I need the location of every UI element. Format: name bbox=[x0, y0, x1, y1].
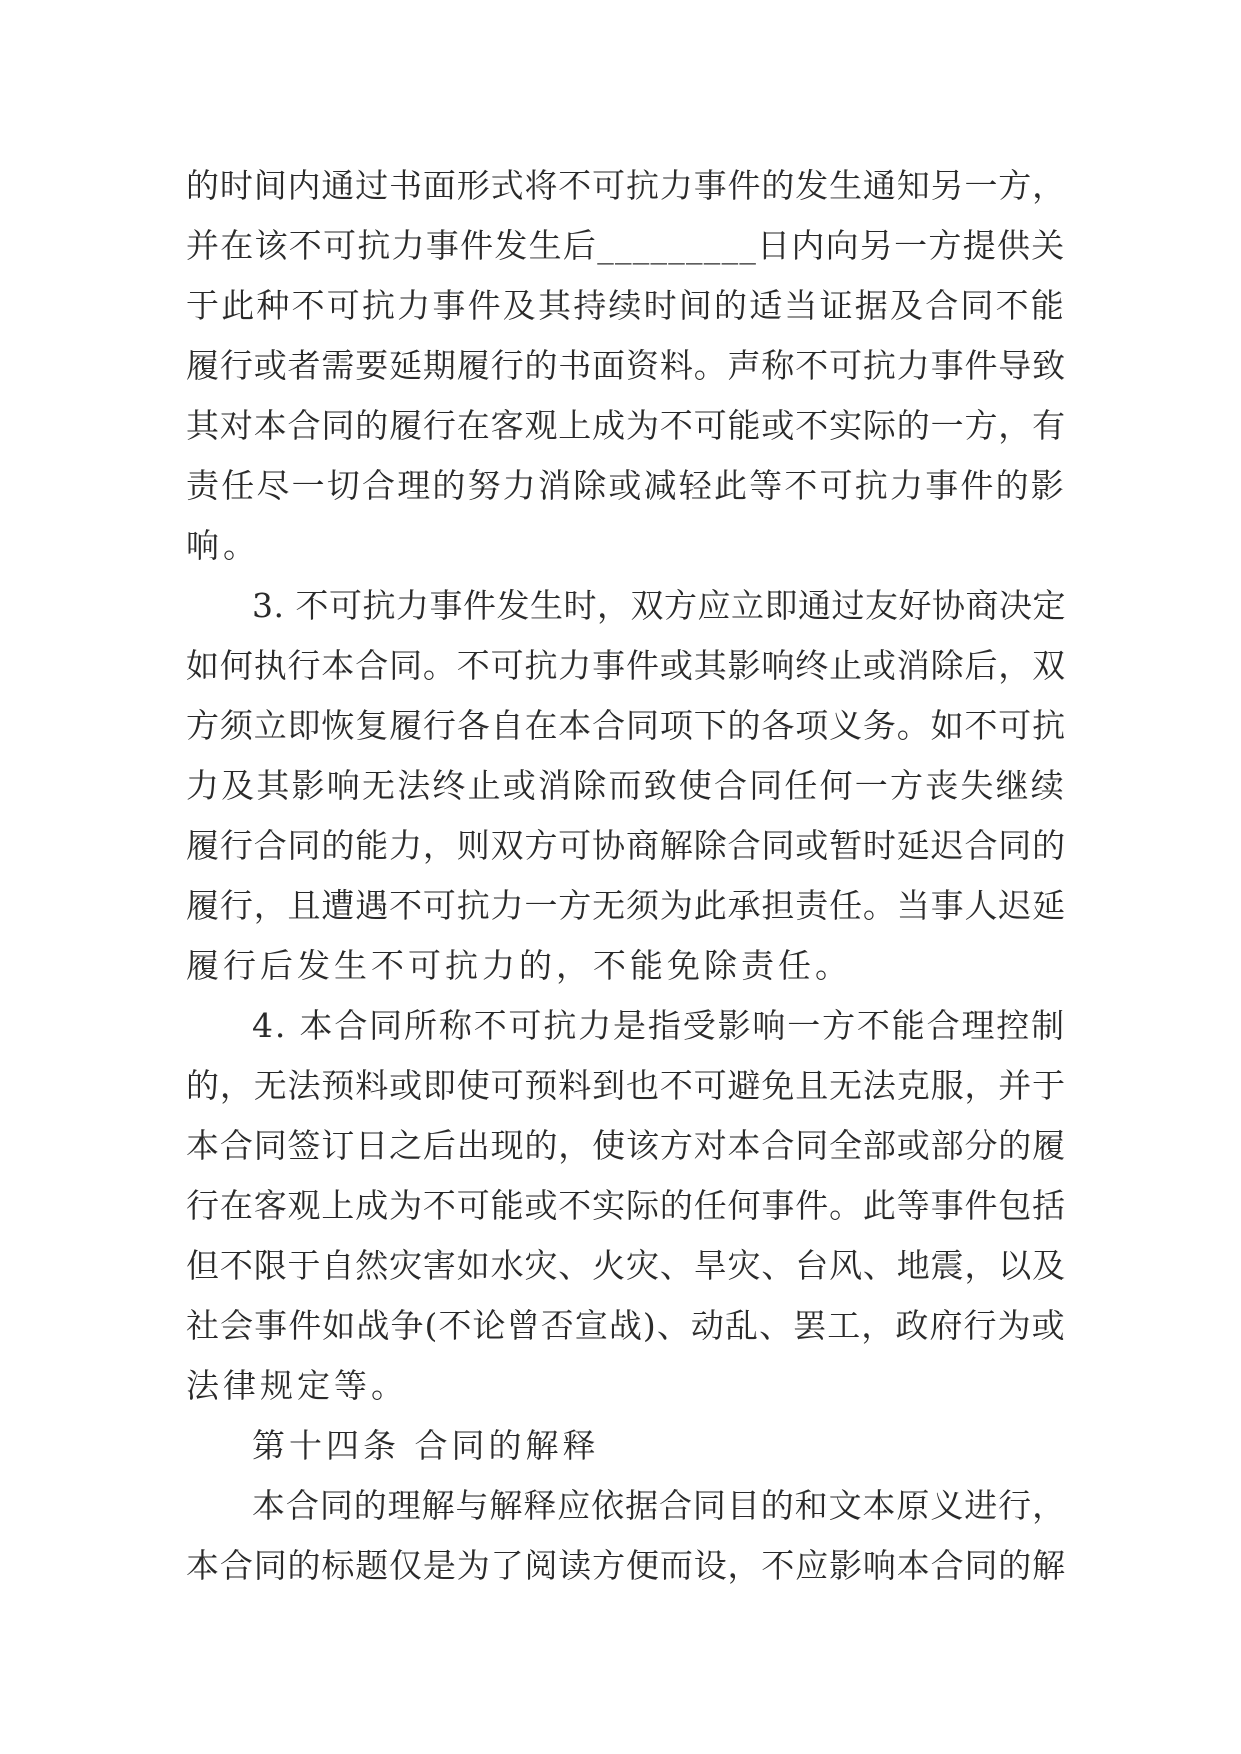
text-line: 的，无法预料或即使可预料到也不可避免且无法克服，并于 bbox=[186, 1066, 1066, 1105]
text-line: 履行，且遭遇不可抗力一方无须为此承担责任。当事人迟延 bbox=[186, 886, 1066, 925]
text-line: 4. 本合同所称不可抗力是指受影响一方不能合理控制 bbox=[252, 1006, 1066, 1045]
text-line: 社会事件如战争(不论曾否宣战)、动乱、罢工，政府行为或 bbox=[186, 1306, 1066, 1345]
text-line: 责任尽一切合理的努力消除或减轻此等不可抗力事件的影 bbox=[186, 466, 1066, 505]
text-line: 本合同的理解与解释应依据合同目的和文本原义进行， bbox=[252, 1486, 1066, 1525]
text-line: 方须立即恢复履行各自在本合同项下的各项义务。如不可抗 bbox=[186, 706, 1066, 745]
text-line: 履行合同的能力，则双方可协商解除合同或暂时延迟合同的 bbox=[186, 826, 1066, 865]
text-line: 并在该不可抗力事件发生后_________日内向另一方提供关 bbox=[186, 226, 1066, 265]
text-line: 其对本合同的履行在客观上成为不可能或不实际的一方，有 bbox=[186, 406, 1066, 445]
text-line: 如何执行本合同。不可抗力事件或其影响终止或消除后，双 bbox=[186, 646, 1066, 685]
text-line: 履行或者需要延期履行的书面资料。声称不可抗力事件导致 bbox=[186, 346, 1066, 385]
text-line: 3. 不可抗力事件发生时，双方应立即通过友好协商决定 bbox=[252, 586, 1066, 625]
text-line: 本合同签订日之后出现的，使该方对本合同全部或部分的履 bbox=[186, 1126, 1066, 1165]
text-line: 力及其影响无法终止或消除而致使合同任何一方丧失继续 bbox=[186, 766, 1066, 805]
text-line: 本合同的标题仅是为了阅读方便而设，不应影响本合同的解 bbox=[186, 1546, 1066, 1585]
text-line: 履行后发生不可抗力的，不能免除责任。 bbox=[186, 946, 852, 985]
text-line: 但不限于自然灾害如水灾、火灾、旱灾、台风、地震，以及 bbox=[186, 1246, 1066, 1285]
contract-text-body bbox=[186, 156, 1066, 1596]
text-line: 于此种不可抗力事件及其持续时间的适当证据及合同不能 bbox=[186, 286, 1066, 325]
text-line: 的时间内通过书面形式将不可抗力事件的发生通知另一方， bbox=[186, 166, 1066, 205]
text-line: 行在客观上成为不可能或不实际的任何事件。此等事件包括 bbox=[186, 1186, 1066, 1225]
text-line: 第十四条 合同的解释 bbox=[252, 1426, 600, 1465]
text-line: 法律规定等。 bbox=[186, 1366, 408, 1405]
text-line: 响。 bbox=[186, 526, 260, 565]
